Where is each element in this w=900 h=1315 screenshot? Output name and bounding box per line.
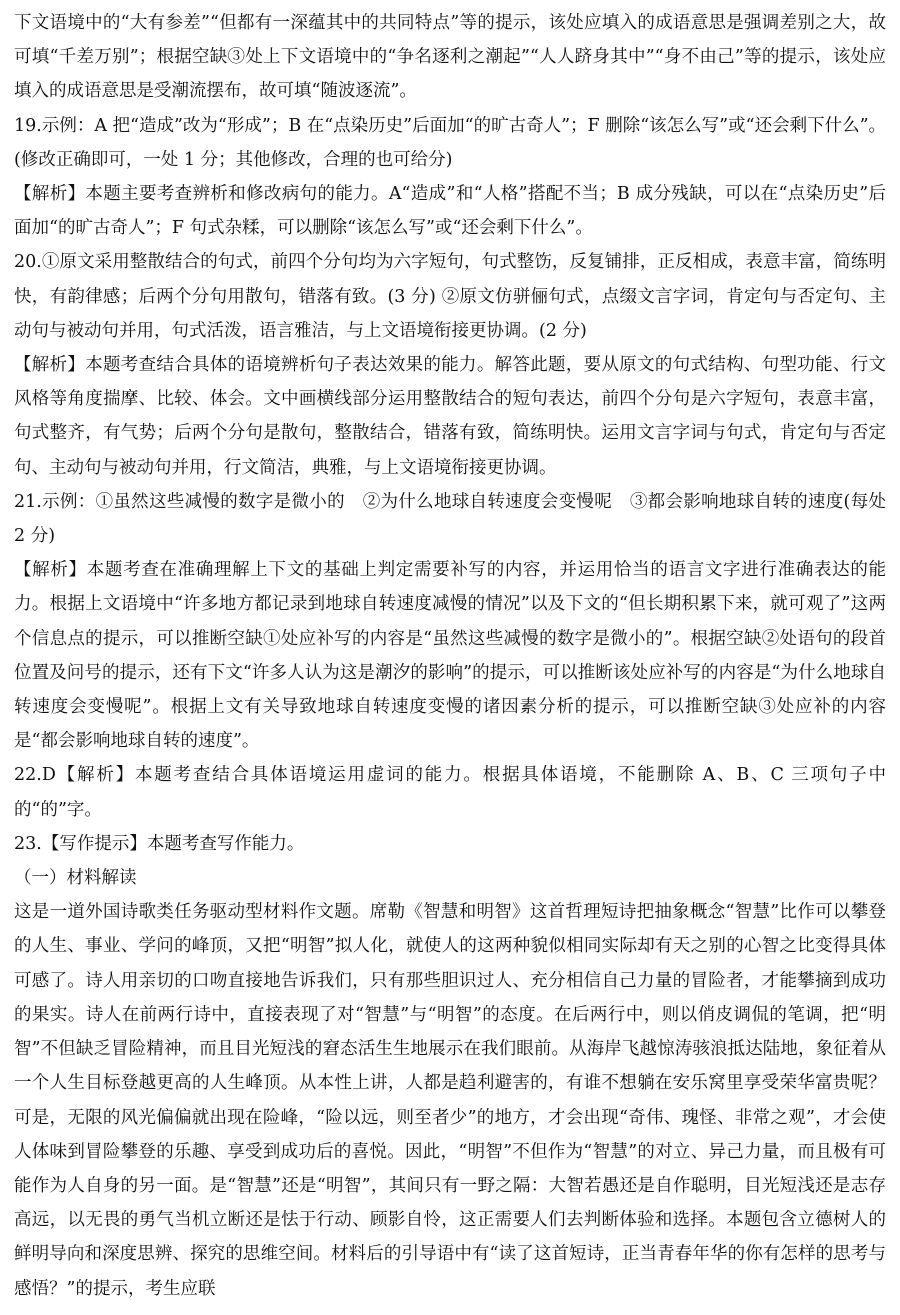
section-heading-material-interpretation: （一）材料解读: [14, 868, 137, 889]
paragraph-material-interpretation: 这是一道外国诗歌类任务驱动型材料作文题。席勒《智慧和明智》这首哲理短诗把抽象概念“智慧”比作可以攀登的人生、事业、学问的峰顶，又把“明智”拟人化，就使人的这两种貌似相同实际却有天之别的心智之比变得具体可感了。诗人用亲切的口吻直接地告诉我们，只有那些胆识过人、充分相信自己力量的冒险者，才能攀摘到成功的果实。诗人在前两行诗中，直接表现了对“智慧”与“明智”的态度。在后两行中，则以俏皮调侃的笔调，把“明智”不但缺乏冒险精神，而且目光短浅的窘态活生生地展示在我们眼前。从海岸飞越惊涛骇浪抵达陆地，象征着从一个人生目标登越更高的人生峰顶。从本性上讲，人都是趋利避害的，有谁不想躺在安乐窝里享受荣华富贵呢？可是，无限的风光偏偏就出现在险峰，“险以远，则至者少”的地方，才会出现“奇伟、瑰怪、非常之观”，才会使人体味到冒险攀登的乐趣、享受到成功后的喜悦。因此，“明智”不但作为“智慧”的对立、异己力量，而且极有可能作为人自身的另一面。是“智慧”还是“明智”，其间只有一野之隔：大智若愚还是自作聪明，目光短浅还是志存高远，以无畏的勇气当机立断还是怯于行动、顾影自怜，这正需要人们去判断体验和选择。本题包含立德树人的鲜明导向和深度思辨、探究的思维空间。材料后的引导语中有“读了这首短诗，正当青春年华的你有怎样的思考与感悟？”的提示，考生应联: [14, 902, 886, 1299]
paragraph-analysis-20: 【解析】本题考查结合具体的语境辨析句子表达效果的能力。解答此题，要从原文的句式结构、句型功能、行文风格等角度揣摩、比较、体会。文中画横线部分运用整散结合的短句表达，前四个分句是六字短句，表意丰富，句式整齐，有气势；后两个分句是散句，整散结合，错落有致，简练明快。运用文言字词与句式，肯定句与否定句、主动句与被动句并用，行文简洁，典雅，与上文语境衔接更协调。: [14, 355, 886, 478]
paragraph-idiom-analysis-continuation: 下文语境中的“大有参差”“但都有一深蕴其中的共同特点”等的提示，该处应填入的成语意思是强调差别之大，故可填“千差万别”；根据空缺③处上下文语境中的“争名逐利之潮起”“人人跻身其中”“身不由己”等的提示，该处应填入的成语意思是受潮流摆布，故可填“随波逐流”。: [14, 13, 886, 102]
paragraph-answer-19: 19.示例：A 把“造成”改为“形成”；B 在“点染历史”后面加“的旷古奇人”；F 删除“该怎么写”或“还会剩下什么”。(修改正确即可，一处 1 分；其他修改，合理的也可给分): [14, 115, 887, 170]
paragraph-answer-21: 21.示例：①虽然这些减慢的数字是微小的 ②为什么地球自转速度会变慢呢 ③都会影响地球自转的速度(每处 2 分): [14, 491, 892, 547]
paragraph-analysis-19: 【解析】本题主要考查辨析和修改病句的能力。A“造成”和“人格”搭配不当；B 成分残缺，可以在“点染历史”后面加“的旷古奇人”；F 句式杂糅，可以删除“该怎么写”或“还会剩下什么”。: [14, 184, 886, 239]
paragraph-answer-23-heading: 23.【写作提示】本题考查写作能力。: [14, 833, 305, 854]
paragraph-analysis-21: 【解析】本题考查在准确理解上下文的基础上判定需要补写的内容，并运用恰当的语言文字进行准确表达的能力。根据上文语境中“许多地方都记录到地球自转速度减慢的情况”以及下文的“但长期积累下来，就可观了”这两个信息点的提示，可以推断空缺①处应补写的内容是“虽然这些减慢的数字是微小的”。根据空缺②处语句的段首位置及问号的提示，还有下文“许多人认为这是潮汐的影响”的提示，可以推断该处应补写的内容是“为什么地球自转速度会变慢呢”。根据上文有关导致地球自转速度变慢的诸因素分析的提示，可以推断空缺③处应补的内容是“都会影响地球自转的速度”。: [14, 560, 886, 752]
paragraph-answer-22: 22.D【解析】本题考查结合具体语境运用虚词的能力。根据具体语境，不能删除 A、B、C 三项句子中的“的”字。: [14, 765, 886, 820]
paragraph-answer-20: 20.①原文采用整散结合的句式，前四个分句均为六字短句，句式整饬，反复铺排，正反相成，表意丰富，简练明快，有韵律感；后两个分句用散句，错落有致。(3 分) ②原文仿骈俪句式，点缀文言字词，肯定句与否定句、主动句与被动句并用，句式活泼，语言雅洁，与上文语境衔接更协调。(2 分): [14, 252, 886, 341]
